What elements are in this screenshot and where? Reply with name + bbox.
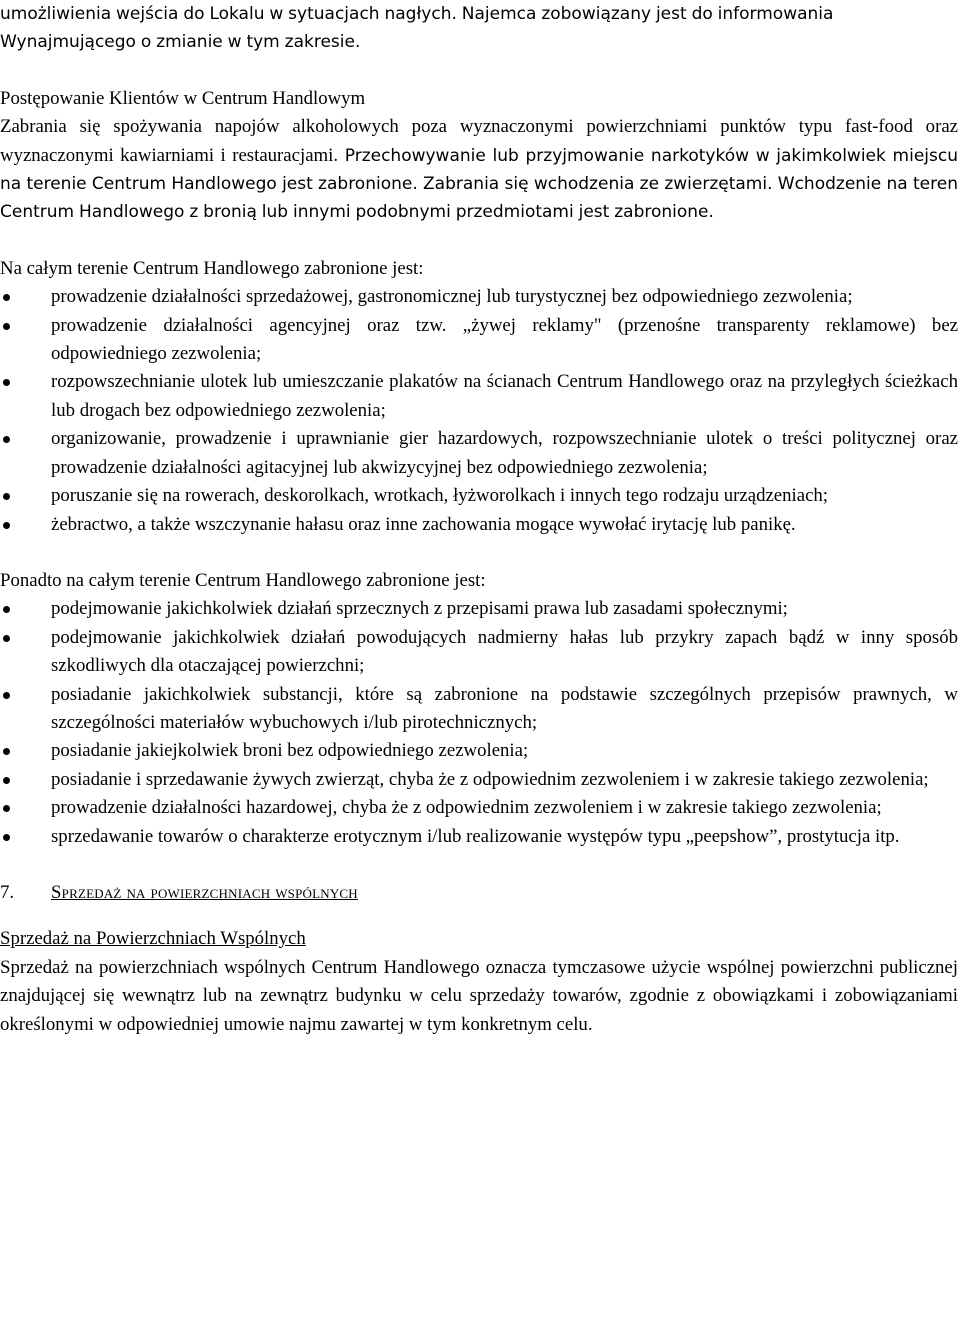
- bullet-icon: [3, 522, 10, 529]
- bullet-icon: [3, 436, 10, 443]
- bullet-icon: [3, 748, 10, 755]
- list-item: rozpowszechnianie ulotek lub umieszczanie plakatów na ścianach Centrum Handlowego oraz na przyległych ścieżkach lub drogach bez odpowiedniego zezwolenia;: [0, 368, 958, 425]
- bullet-icon: [3, 805, 10, 812]
- bullet-icon: [3, 323, 10, 330]
- list-item: podejmowanie jakichkolwiek działań powodujących nadmierny hałas lub przykry zapach bądź w inny sposób szkodliwych dla otaczającej powierzchni;: [0, 624, 958, 681]
- bullet-icon: [3, 379, 10, 386]
- list-item: posiadanie i sprzedawanie żywych zwierząt, chyba że z odpowiednim zezwoleniem i w zakresie takiego zezwolenia;: [0, 766, 958, 794]
- section-title: Sprzedaż na powierzchniach wspólnych: [51, 881, 358, 903]
- section-7-subheading: Sprzedaż na Powierzchniach Wspólnych: [0, 928, 306, 950]
- section-7-heading: [0, 879, 958, 907]
- section-7-paragraph: Sprzedaż na powierzchniach wspólnych Centrum Handlowego oznacza tymczasowe użycie wspólnej powierzchni publicznej znajdującej się wewnątrz lub na zewnątrz budynku w celu sprzedaży towarów, zgodnie z obowiązkami i zobowiązaniami określonymi w odpowiedniej umowie najmu zawartej w tym konkretnym celu.: [0, 956, 958, 1035]
- bullet-icon: [3, 777, 10, 784]
- list-item: prowadzenie działalności agencyjnej oraz tzw. „żywej reklamy" (przenośne transparenty reklamowe) bez odpowiedniego zezwolenia;: [0, 312, 958, 369]
- conduct-paragraph-sans: Przechowywanie lub przyjmowanie narkotyków w jakimkolwiek miejscu na terenie Centrum Handlowego jest zabronione. Zabrania się wchodzenia ze zwierzętami. Wchodzenie na teren Centrum Handlowego z bronią lub innymi podobnymi przedmiotami jest zabronione.: [0, 145, 958, 223]
- list-item: prowadzenie działalności hazardowej, chyba że z odpowiednim zezwoleniem i w zakresie takiego zezwolenia;: [0, 794, 958, 822]
- section-number: 7.: [0, 881, 15, 903]
- list-item: sprzedawanie towarów o charakterze erotycznym i/lub realizowanie występów typu „peepshow”, prostytucja itp.: [0, 823, 958, 851]
- prohibited-list-2-intro: Ponadto na całym terenie Centrum Handlowego zabronione jest:: [0, 569, 486, 591]
- conduct-heading: Postępowanie Klientów w Centrum Handlowym: [0, 87, 366, 109]
- bullet-icon: [3, 635, 10, 642]
- list-item: poruszanie się na rowerach, deskorolkach, wrotkach, łyżworolkach i innych tego rodzaju urządzeniach;: [0, 482, 958, 510]
- list-item: posiadanie jakiejkolwiek broni bez odpowiedniego zezwolenia;: [0, 737, 958, 765]
- list-item: prowadzenie działalności sprzedażowej, gastronomicznej lub turystycznej bez odpowiedniego zezwolenia;: [0, 283, 958, 311]
- prohibited-list-1-intro: Na całym terenie Centrum Handlowego zabronione jest:: [0, 257, 424, 279]
- conduct-paragraph-serif: Zabrania się spożywania napojów alkoholowych poza wyznaczonymi powierzchniami punktów typu fast-food oraz wyznaczonymi kawiarniami i restauracjami.: [0, 116, 958, 166]
- prohibited-list-2: [0, 595, 958, 851]
- list-item: żebractwo, a także wszczynanie hałasu oraz inne zachowania mogące wywołać irytację lub panikę.: [0, 511, 958, 539]
- list-item: organizowanie, prowadzenie i uprawnianie gier hazardowych, rozpowszechnianie ulotek o treści politycznej oraz prowadzenie działalności agitacyjnej lub akwizycyjnej bez odpowiedniego zezwolenia;: [0, 425, 958, 482]
- bullet-icon: [3, 493, 10, 500]
- prohibited-list-1: [0, 283, 958, 539]
- bullet-icon: [3, 834, 10, 841]
- intro-text: [0, 0, 958, 57]
- list-item: posiadanie jakichkolwiek substancji, które są zabronione na podstawie szczególnych przepisów prawnych, w szczególności materiałów wybuchowych i/lub pirotechnicznych;: [0, 681, 958, 738]
- bullet-icon: [3, 692, 10, 699]
- conduct-paragraph: [0, 113, 958, 227]
- intro-line-2: Wynajmującego o zmianie w tym zakresie.: [0, 32, 361, 53]
- intro-line-1: umożliwienia wejścia do Lokalu w sytuacjach nagłych. Najemca zobowiązany jest do informowania: [0, 4, 834, 24]
- bullet-icon: [3, 294, 10, 301]
- bullet-icon: [3, 606, 10, 613]
- list-item: podejmowanie jakichkolwiek działań sprzecznych z przepisami prawa lub zasadami społecznymi;: [0, 595, 958, 623]
